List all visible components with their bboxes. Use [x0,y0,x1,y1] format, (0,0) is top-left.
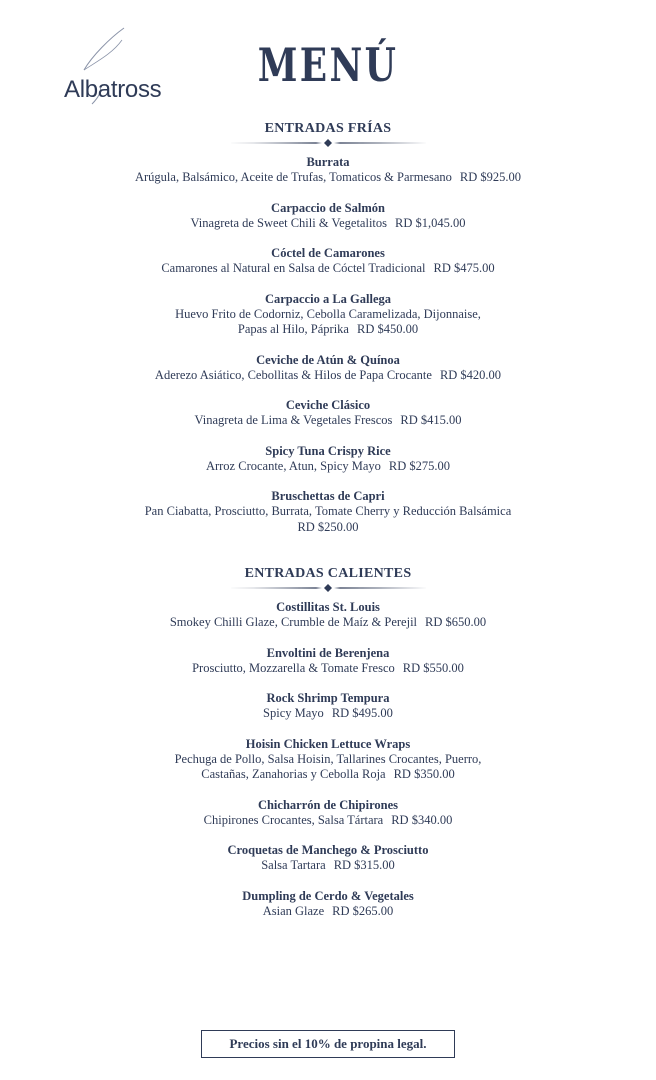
menu-item-description: Salsa Tartara RD $315.00 [261,858,395,872]
menu-item-price: RD $265.00 [332,903,394,918]
menu-item-list [0,599,656,919]
menu-item-price: RD $275.00 [388,458,451,473]
menu-item-description: Camarones al Natural en Salsa de Cóctel Tradicional RD $475.00 [161,261,495,275]
menu-item [0,291,656,338]
menu-item-list [0,154,656,535]
page-title: MENÚ [257,38,399,92]
menu-item-name: Ceviche de Atún & Quínoa [256,352,400,367]
menu-item-description: Asian Glaze RD $265.00 [262,903,394,918]
menu-item-description: Smokey Chilli Glaze, Crumble de Maíz & Perejil RD $650.00 [169,615,487,629]
menu-item-description: Papas al Hilo, Páprika RD $450.00 [237,322,419,336]
menu-item-price: RD $450.00 [356,322,419,336]
menu-item [0,736,656,783]
menu-item-price: RD $475.00 [433,261,495,275]
menu-item [0,154,656,186]
menu-item-price: RD $415.00 [400,413,462,427]
menu-item-description: Aderezo Asiático, Cebollitas & Hilos de Papa Crocante RD $420.00 [154,367,502,382]
menu-item-description: Chipirones Crocantes, Salsa Tártara RD $340.00 [203,812,453,827]
menu-item-price: RD $925.00 [459,170,522,184]
menu-item-description: Huevo Frito de Codorniz, Cebolla Caramelizada, Dijonnaise, [175,306,481,321]
section-divider-ornament [228,583,428,593]
menu-item [0,200,656,232]
menu-item-name: Rock Shrimp Tempura [266,691,390,705]
menu-item [0,690,656,722]
menu-item [0,245,656,277]
menu-item-price: RD $650.00 [425,615,487,629]
menu-item [0,842,656,874]
menu-item-name: Bruschettas de Capri [271,489,385,503]
menu-item-name: Hoisin Chicken Lettuce Wraps [245,736,411,751]
menu-item-price: RD $495.00 [331,706,393,720]
menu-item-price: RD $1,045.00 [395,215,466,230]
menu-section [0,120,656,549]
menu-item [0,397,656,429]
menu-item-description: Arroz Crocante, Atun, Spicy Mayo RD $275.00 [205,458,451,473]
menu-item-description: Pechuga de Pollo, Salsa Hoisin, Tallarines Crocantes, Puerro, [174,751,482,766]
menu-item-description: Prosciutto, Mozzarella & Tomate Fresco RD $550.00 [192,660,464,675]
menu-item-price: RD $550.00 [402,660,464,675]
menu-item [0,352,656,384]
section-title: ENTRADAS CALIENTES [244,566,412,581]
menu-item-price: RD $340.00 [391,812,453,827]
menu-item-name: Cóctel de Camarones [271,246,385,260]
menu-item-description: Vinagreta de Lima & Vegetales Frescos RD $415.00 [194,413,462,427]
menu-item-name: Envoltini de Berenjena [266,645,390,660]
menu-item [0,645,656,677]
menu-item-description: Arúgula, Balsámico, Aceite de Trufas, Tomaticos & Parmesano RD $925.00 [134,170,522,184]
menu-item-price: RD $315.00 [333,858,395,872]
menu-item-description: Spicy Mayo RD $495.00 [263,706,393,720]
menu-item-name: Costillitas St. Louis [276,600,380,614]
menu-item [0,888,656,920]
menu-item-name: Carpaccio a La Gallega [264,291,392,306]
menu-item-description: Pan Ciabatta, Prosciutto, Burrata, Tomate Cherry y Reducción Balsámica [144,504,512,518]
menu-item-price: RD $420.00 [439,367,502,382]
menu-item-name: Carpaccio de Salmón [271,200,385,215]
menu-item-description [0,520,656,536]
menu-item-name: Spicy Tuna Crispy Rice [265,443,391,458]
menu-item [0,443,656,475]
menu-item [0,488,656,535]
menu-item-name: Burrata [306,155,350,169]
menu-item-description: Vinagreta de Sweet Chili & Vegetalitos RD $1,045.00 [190,215,466,230]
menu-item [0,599,656,631]
section-divider-ornament [228,138,428,148]
logo-text: Albatross [64,76,162,103]
menu-item-name: Chicharrón de Chipirones [257,797,399,812]
menu-item-name: Ceviche Clásico [285,398,371,412]
menu-item [0,797,656,829]
tip-note: Precios sin el 10% de propina legal. [201,1030,455,1058]
menu-item-name: Dumpling de Cerdo & Vegetales [242,888,414,903]
menu-item-description: Castañas, Zanahorias y Cebolla Roja RD $350.00 [201,767,455,781]
section-title: ENTRADAS FRÍAS [264,121,392,136]
menu-item-price: RD $350.00 [393,767,455,781]
menu-section [0,565,656,933]
menu-item-name: Croquetas de Manchego & Prosciutto [227,843,429,857]
menu-item-price: RD $250.00 [297,519,359,534]
